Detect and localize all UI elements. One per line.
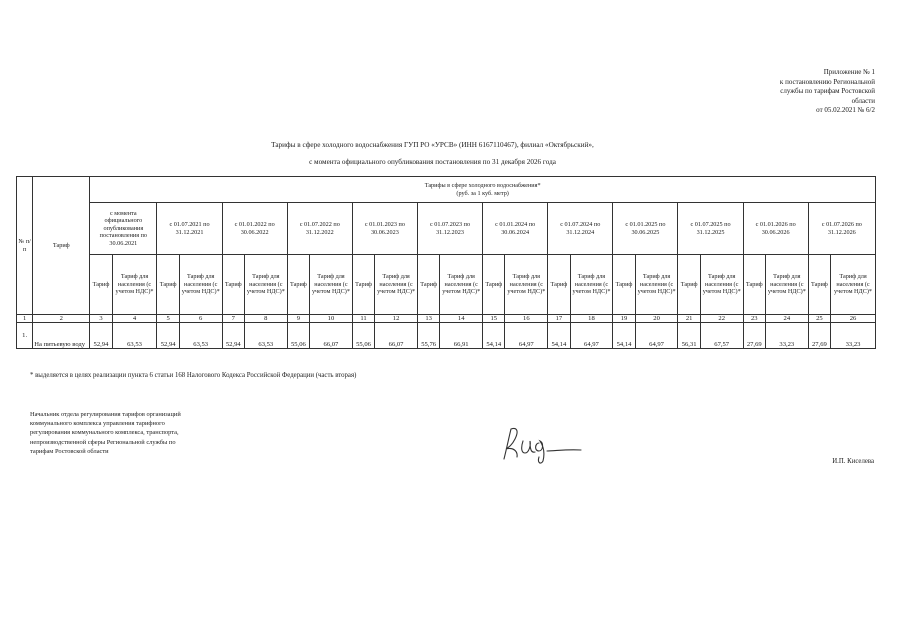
- handwritten-signature: [497, 419, 587, 465]
- subheader-population-tariff: Тариф для населения (с учетом НДС)*: [112, 255, 157, 315]
- tariff-value-cell: 63,53: [244, 323, 287, 349]
- period-header: с 01.01.2026 по 30.06.2026: [743, 203, 808, 255]
- tariff-value-cell: 54,14: [613, 323, 635, 349]
- period-header: с 01.07.2022 по 31.12.2022: [287, 203, 352, 255]
- group-header-line1: Тарифы в сфере холодного водоснабжения*: [424, 182, 541, 190]
- subheader-population-tariff: Тариф для населения (с учетом НДС)*: [635, 255, 678, 315]
- subheader-population-tariff: Тариф для населения (с учетом НДС)*: [570, 255, 613, 315]
- subheader-population-tariff: Тариф для населения (с учетом НДС)*: [310, 255, 353, 315]
- appendix-block: [725, 68, 875, 116]
- subheader-population-tariff: Тариф для населения (с учетом НДС)*: [375, 255, 418, 315]
- subheader-tariff: Тариф: [287, 255, 309, 315]
- subheader-tariff: Тариф: [548, 255, 570, 315]
- column-number: 3: [90, 315, 112, 323]
- subheader-population-tariff: Тариф для населения (с учетом НДС)*: [700, 255, 743, 315]
- subheader-tariff: Тариф: [90, 255, 112, 315]
- appendix-line: службы по тарифам Ростовской: [780, 87, 875, 96]
- subheader-tariff: Тариф: [613, 255, 635, 315]
- column-number: 18: [570, 315, 613, 323]
- column-number: 25: [808, 315, 830, 323]
- column-number: 19: [613, 315, 635, 323]
- tariff-value-cell: 56,31: [678, 323, 700, 349]
- column-number: 24: [765, 315, 808, 323]
- subheader-tariff: Тариф: [417, 255, 439, 315]
- tariff-value-cell: 55,06: [287, 323, 309, 349]
- signer-line: Начальник отдела регулирования тарифов организаций: [30, 411, 181, 418]
- period-header: с 01.01.2023 по 30.06.2023: [352, 203, 417, 255]
- tariff-value-cell: 66,07: [375, 323, 418, 349]
- table-row: [17, 323, 876, 349]
- col-tariff-header: Тариф: [33, 177, 90, 315]
- group-header: [90, 177, 876, 203]
- column-number: 12: [375, 315, 418, 323]
- tariff-value-cell: 55,06: [352, 323, 374, 349]
- column-number: 9: [287, 315, 309, 323]
- tariff-value-cell: 66,91: [440, 323, 483, 349]
- tariff-value-cell: 67,57: [700, 323, 743, 349]
- column-number: 26: [831, 315, 876, 323]
- col-no-header: № п/п: [17, 177, 33, 315]
- tariff-value-cell: 27,69: [808, 323, 830, 349]
- subheader-tariff: Тариф: [483, 255, 505, 315]
- tariff-value-cell: 66,07: [310, 323, 353, 349]
- subheader-tariff: Тариф: [743, 255, 765, 315]
- tariff-table: [16, 176, 876, 349]
- column-number: 5: [157, 315, 179, 323]
- subheader-tariff: Тариф: [808, 255, 830, 315]
- column-number: 4: [112, 315, 157, 323]
- tariff-value-cell: 54,14: [548, 323, 570, 349]
- column-number: 16: [505, 315, 548, 323]
- subheader-population-tariff: Тариф для населения (с учетом НДС)*: [505, 255, 548, 315]
- tariff-value-cell: 64,97: [570, 323, 613, 349]
- subheader-population-tariff: Тариф для населения (с учетом НДС)*: [244, 255, 287, 315]
- tariff-value-cell: 64,97: [505, 323, 548, 349]
- appendix-line: к постановлению Региональной: [779, 77, 875, 86]
- signer-line: регулирования коммунального комплекса, транспорта,: [30, 429, 179, 437]
- subheader-tariff: Тариф: [678, 255, 700, 315]
- period-header: с 01.07.2023 по 31.12.2023: [417, 203, 482, 255]
- subheader-population-tariff: Тариф для населения (с учетом НДС)*: [179, 255, 222, 315]
- row-name: На питьевую воду: [33, 323, 90, 349]
- row-number: 1.: [17, 323, 33, 349]
- column-number: 17: [548, 315, 570, 323]
- tariff-value-cell: 55,76: [417, 323, 439, 349]
- column-number: 6: [179, 315, 222, 323]
- period-header: с 01.07.2025 по 31.12.2025: [678, 203, 743, 255]
- tariff-value-cell: 64,97: [635, 323, 678, 349]
- column-number: 20: [635, 315, 678, 323]
- tariff-value-cell: 52,94: [222, 323, 244, 349]
- column-number: 13: [417, 315, 439, 323]
- column-number: 7: [222, 315, 244, 323]
- column-number: 11: [352, 315, 374, 323]
- column-number: 2: [33, 315, 90, 323]
- tariff-value-cell: 63,53: [179, 323, 222, 349]
- column-number: 22: [700, 315, 743, 323]
- signer-line: коммунального комплекса управления тарифного: [30, 420, 165, 428]
- signer-line: непроизводственной сферы Региональной службы по: [30, 438, 176, 446]
- appendix-line: от 05.02.2021 № 6/2: [816, 106, 875, 115]
- period-header: с 01.07.2024 по 31.12.2024: [548, 203, 613, 255]
- subheader-population-tariff: Тариф для населения (с учетом НДС)*: [440, 255, 483, 315]
- appendix-line: Приложение № 1: [823, 68, 875, 76]
- period-header: с 01.07.2026 по 31.12.2026: [808, 203, 875, 255]
- tariff-value-cell: 33,23: [831, 323, 876, 349]
- tariff-value-cell: 52,94: [90, 323, 112, 349]
- column-number: 15: [483, 315, 505, 323]
- subheader-tariff: Тариф: [352, 255, 374, 315]
- column-number: 23: [743, 315, 765, 323]
- tariff-value-cell: 63,53: [112, 323, 157, 349]
- tariff-value-cell: 52,94: [157, 323, 179, 349]
- column-number: 21: [678, 315, 700, 323]
- period-header: с 01.01.2022 по 30.06.2022: [222, 203, 287, 255]
- document-subtitle: с момента официального опубликования постановления по 31 декабря 2026 года: [309, 158, 556, 166]
- column-number: 1: [17, 315, 33, 323]
- signer-position: [30, 410, 240, 456]
- subheader-population-tariff: Тариф для населения (с учетом НДС)*: [831, 255, 876, 315]
- subheader-population-tariff: Тариф для населения (с учетом НДС)*: [765, 255, 808, 315]
- column-number: 10: [310, 315, 353, 323]
- signer-name: И.П. Киселева: [832, 458, 874, 465]
- appendix-line: области: [851, 96, 875, 105]
- tariff-value-cell: 33,23: [765, 323, 808, 349]
- subheader-tariff: Тариф: [222, 255, 244, 315]
- column-number: 8: [244, 315, 287, 323]
- signer-line: тарифам Ростовской области: [30, 447, 109, 455]
- document-title: Тарифы в сфере холодного водоснабжения ГУП РО «УРСВ» (ИНН 6167110467), филиал «Октябрьский»,: [271, 141, 594, 149]
- group-header-line2: (руб. за 1 куб. метр): [456, 189, 509, 197]
- period-header: с 01.01.2025 по 30.06.2025: [613, 203, 678, 255]
- period-header: с 01.07.2021 по 31.12.2021: [157, 203, 222, 255]
- subheader-tariff: Тариф: [157, 255, 179, 315]
- column-number: 14: [440, 315, 483, 323]
- footnote: * выделяется в целях реализации пункта 6 статьи 168 Налогового Кодекса Российской Федерации (часть вторая): [30, 372, 357, 379]
- period-header: с 01.01.2024 по 30.06.2024: [483, 203, 548, 255]
- tariff-value-cell: 27,69: [743, 323, 765, 349]
- tariff-value-cell: 54,14: [483, 323, 505, 349]
- period-header: с момента официального опубликования постановления по 30.06.2021: [90, 203, 157, 255]
